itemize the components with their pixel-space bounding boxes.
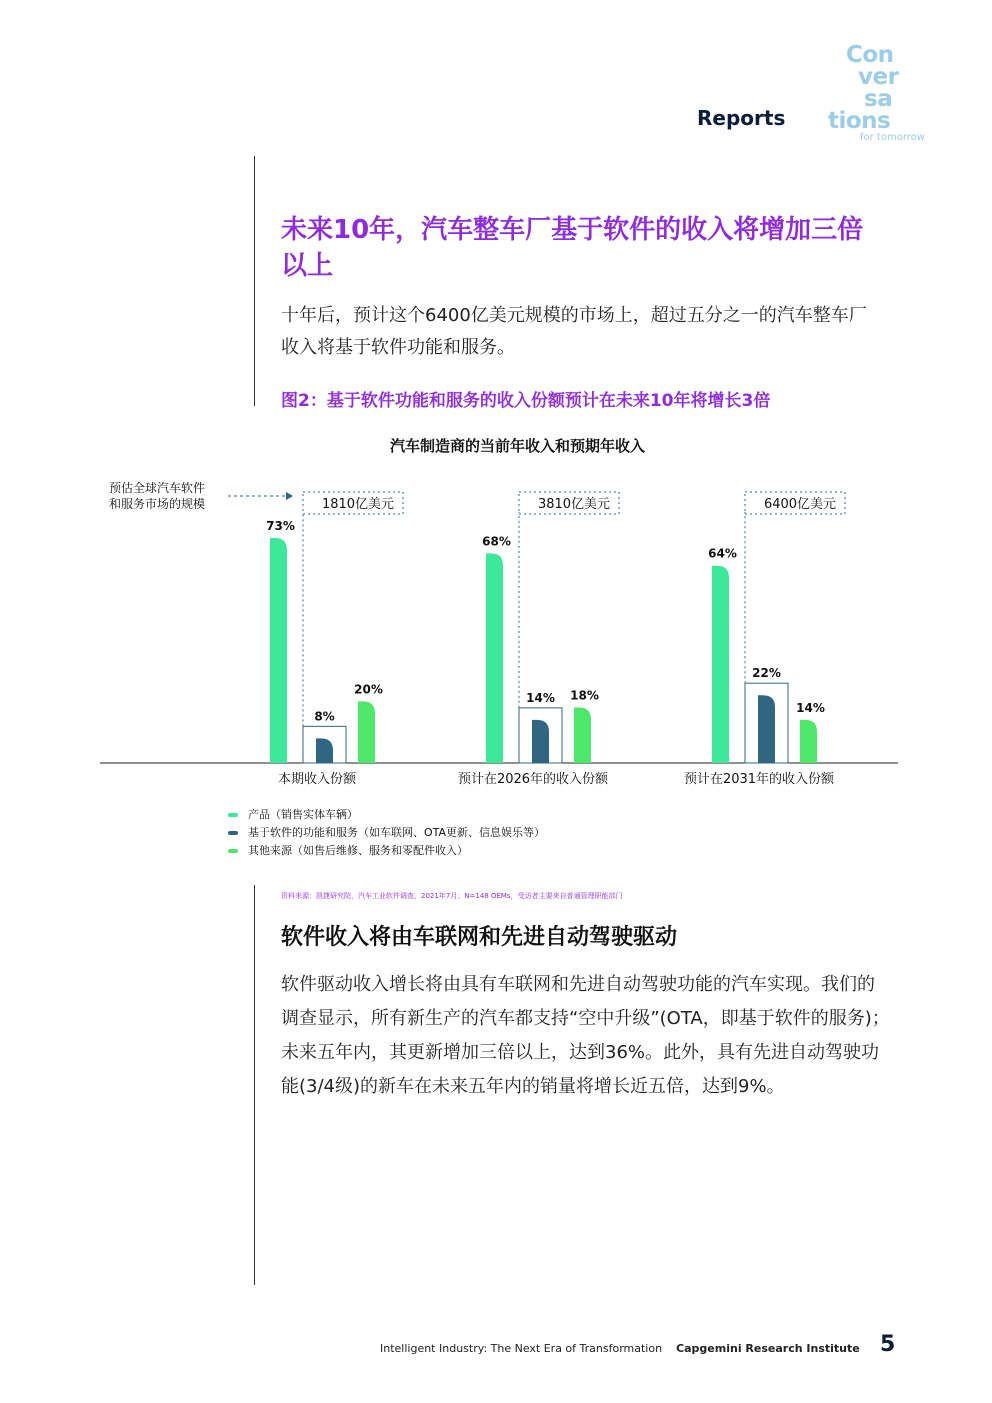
logo-line: tions (828, 108, 891, 134)
legend-label: 产品（销售实体车辆） (248, 808, 358, 821)
section-heading: 软件收入将由车联网和先进自动驾驶驱动 (281, 925, 678, 950)
page-number: 5 (880, 1332, 896, 1357)
intro-paragraph: 十年后，预计这个6400亿美元规模的市场上，超过五分之一的汽车整车厂收入将基于软件功能和服务。 (281, 305, 867, 358)
logo-line: Con (846, 42, 894, 68)
footer-report-title: Intelligent Industry: The Next Era of Transformation (380, 1342, 663, 1355)
body-paragraph: 软件驱动收入增长将由具有车联网和先进自动驾驶功能的汽车实现。我们的调查显示，所有新生产的汽车都支持“空中升级”(OTA，即基于软件的服务)； 未来五年内，其更新增加三倍以上，达到36%。此外，具有先进自动驾驶功能(3/4级)的新车在未来五年内的销量将增长近五倍，达到9%。 (281, 974, 899, 1097)
page-title: 未来10年，汽车整车厂基于软件的收入将增加三倍以上 (281, 215, 864, 281)
legend-item (228, 824, 545, 842)
annotation-line: 和服务市场的规模 (109, 497, 206, 511)
figure-caption: 图2：基于软件功能和服务的收入份额预计在未来10年将增长3倍 (281, 391, 771, 411)
source-note: 资料来源：凯捷研究院，汽车工业软件调查，2021年7月；N=148 OEMs，受访者主要来自普通管理职能部门 (281, 892, 623, 900)
logo-tagline: for tomorrow (860, 132, 925, 143)
chart-legend (228, 806, 545, 860)
legend-item (228, 842, 545, 860)
data-label: 8% (314, 709, 335, 724)
bar (800, 720, 817, 763)
bar (758, 695, 775, 763)
category-label: 本期收入份额 (277, 772, 357, 787)
annotation-arrowhead (286, 492, 293, 500)
legend-item (228, 806, 545, 824)
legend-swatch (228, 831, 238, 835)
legend-swatch (228, 813, 238, 817)
footer-publisher: Capgemini Research Institute (676, 1342, 860, 1355)
market-size-label: 3810亿美元 (537, 497, 611, 512)
data-label: 14% (526, 690, 555, 705)
bar (532, 720, 549, 763)
data-label: 18% (570, 688, 599, 703)
data-label: 22% (752, 666, 781, 681)
bar (574, 708, 591, 763)
logo-line: sa (864, 86, 893, 112)
chart-title: 汽车制造商的当前年收入和预期年收入 (389, 437, 645, 455)
data-label: 14% (796, 700, 825, 715)
data-label: 64% (708, 546, 737, 561)
bar (486, 553, 503, 763)
data-label: 68% (482, 534, 511, 549)
category-label: 预计在2031年的收入份额 (683, 772, 835, 787)
section-label: Reports (697, 106, 786, 130)
divider-rule (254, 885, 255, 1285)
bar (358, 701, 375, 763)
legend-label: 其他来源（如售后维修、服务和零配件收入） (248, 844, 468, 857)
annotation-line: 预估全球汽车软件 (109, 481, 206, 495)
legend-swatch (228, 849, 238, 853)
data-label: 20% (354, 682, 383, 697)
category-label: 预计在2026年的收入份额 (457, 772, 609, 787)
bar (712, 566, 729, 763)
market-size-label: 1810亿美元 (321, 497, 395, 512)
footer (380, 1342, 860, 1355)
bar (316, 738, 333, 763)
bar (270, 538, 287, 763)
legend-label: 基于软件的功能和服务（如车联网、OTA更新、信息娱乐等） (248, 826, 546, 839)
data-label: 73% (266, 519, 295, 533)
market-size-label: 6400亿美元 (763, 497, 837, 512)
logo-line: ver (858, 64, 899, 90)
